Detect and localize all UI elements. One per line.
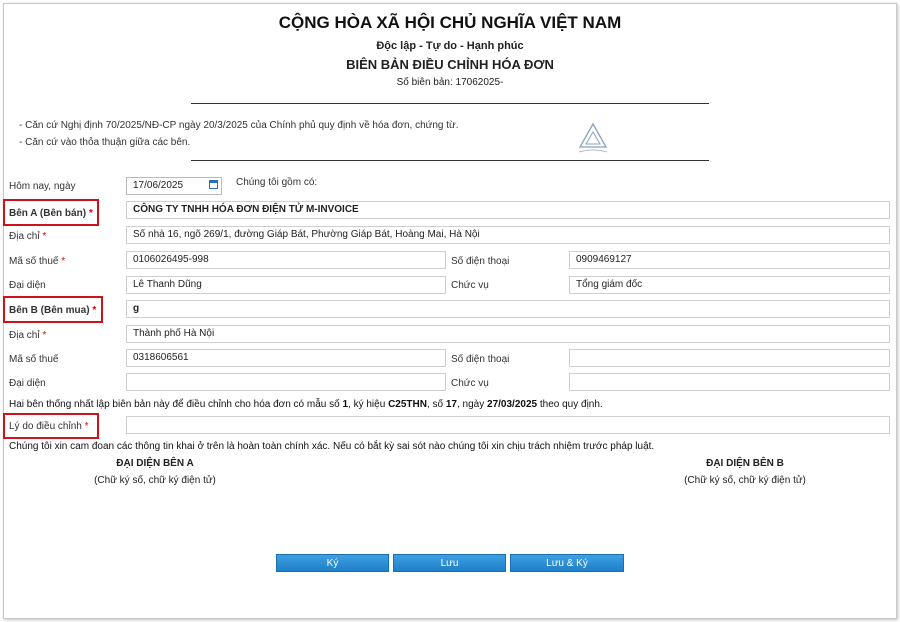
party-a-tax-label xyxy=(9,256,65,267)
required-mark: * xyxy=(88,208,93,219)
party-a-name-input[interactable]: CÔNG TY TNHH HÓA ĐƠN ĐIỆN TỬ M-INVOICE xyxy=(126,201,890,219)
party-a-tax-label-text: Mã số thuế xyxy=(9,256,59,267)
party-a-label-text: Bên A (Bên bán) xyxy=(9,208,87,219)
party-b-position-input[interactable] xyxy=(569,373,890,391)
party-a-tax-input[interactable]: 0106026495-998 xyxy=(126,251,446,269)
agreement-part: , số xyxy=(426,399,446,410)
party-b-address-label-text: Địa chỉ xyxy=(9,330,40,341)
divider-top xyxy=(191,103,709,104)
reason-label-text: Lý do điều chỉnh xyxy=(9,421,82,432)
party-b-phone-input[interactable] xyxy=(569,349,890,367)
highlight-party-b xyxy=(3,296,103,323)
sign-button[interactable]: Ký xyxy=(276,554,389,572)
signature-a-subtitle: (Chữ ký số, chữ ký điện tử) xyxy=(94,475,216,486)
country-title: CỘNG HÒA XÃ HỘI CHỦ NGHĨA VIỆT NAM xyxy=(278,13,622,32)
commitment-text: Chúng tôi xin cam đoan các thông tin khai ở trên là hoàn toàn chính xác. Nếu có bắt kỳ sai sót nào chúng tôi xin chịu trách nhiệm trước pháp luật. xyxy=(9,441,655,452)
agreement-part: , ký hiệu xyxy=(348,399,389,410)
party-b-label-text: Bên B (Bên mua) xyxy=(9,305,90,316)
document-title: BIÊN BẢN ĐIỀU CHỈNH HÓA ĐƠN xyxy=(346,57,554,72)
company-logo-icon xyxy=(573,121,613,157)
invoice-date: 27/03/2025 xyxy=(487,399,538,410)
invoice-number: 17 xyxy=(445,399,457,410)
highlight-reason xyxy=(3,413,99,439)
preamble-line-1: - Căn cứ Nghị định 70/2025/NĐ-CP ngày 20/3/2025 của Chính phủ quy định về hóa đơn, chứng từ. xyxy=(19,120,459,131)
party-a-phone-label: Số điện thoại xyxy=(451,256,510,267)
required-mark: * xyxy=(84,421,89,432)
document-number: Số biên bản: 17062025- xyxy=(396,77,504,88)
signature-a-title: ĐẠI DIỆN BÊN A xyxy=(116,458,194,469)
party-a-rep-label: Đại diện xyxy=(9,280,46,291)
party-a-phone-input[interactable]: 0909469127 xyxy=(569,251,890,269)
signature-b-title: ĐẠI DIỆN BÊN B xyxy=(706,458,784,469)
agreement-part: , ngày xyxy=(457,399,488,410)
party-a-rep-input[interactable]: Lê Thanh Dũng xyxy=(126,276,446,294)
party-b-rep-label: Đại diện xyxy=(9,378,46,389)
party-a-address-input[interactable]: Số nhà 16, ngõ 269/1, đường Giáp Bát, Phường Giáp Bát, Hoàng Mai, Hà Nội xyxy=(126,226,890,244)
invoice-symbol: C25THN xyxy=(388,399,427,410)
date-input[interactable]: 17/06/2025 xyxy=(126,177,222,195)
party-b-tax-input[interactable]: 0318606561 xyxy=(126,349,446,367)
party-b-rep-input[interactable] xyxy=(126,373,446,391)
agreement-part: theo quy định. xyxy=(537,399,603,410)
party-b-tax-label: Mã số thuế xyxy=(9,354,59,365)
party-b-phone-label: Số điện thoại xyxy=(451,354,510,365)
party-a-address-label-text: Địa chỉ xyxy=(9,231,40,242)
party-b-address-input[interactable]: Thành phố Hà Nội xyxy=(126,325,890,343)
party-b-address-label xyxy=(9,330,46,341)
required-mark: * xyxy=(42,231,47,242)
parties-label: Chúng tôi gồm có: xyxy=(236,177,318,188)
agreement-text xyxy=(9,399,603,410)
agreement-part: Hai bên thống nhất lập biên bản này để điều chỉnh cho hóa đơn có mẫu số xyxy=(9,399,343,410)
required-mark: * xyxy=(61,256,66,267)
party-b-position-label: Chức vụ xyxy=(451,378,489,389)
reason-input[interactable] xyxy=(126,416,890,434)
party-b-name-input[interactable]: g xyxy=(126,300,890,318)
invoice-form-number: 1 xyxy=(342,399,349,410)
required-mark: * xyxy=(92,305,97,316)
party-a-address-label xyxy=(9,231,46,242)
preamble-line-2: - Căn cứ vào thỏa thuận giữa các bên. xyxy=(19,137,191,148)
date-label: Hôm nay, ngày xyxy=(9,181,76,192)
save-button[interactable]: Lưu xyxy=(393,554,506,572)
required-mark: * xyxy=(42,330,47,341)
divider-bottom xyxy=(191,160,709,161)
save-and-sign-button[interactable]: Lưu & Ký xyxy=(510,554,624,572)
party-a-position-input[interactable]: Tổng giám đốc xyxy=(569,276,890,294)
party-a-position-label: Chức vụ xyxy=(451,280,489,291)
calendar-icon[interactable] xyxy=(209,180,218,189)
signature-b-subtitle: (Chữ ký số, chữ ký điện tử) xyxy=(684,475,806,486)
highlight-party-a xyxy=(3,199,99,226)
motto: Độc lập - Tự do - Hạnh phúc xyxy=(376,40,524,52)
